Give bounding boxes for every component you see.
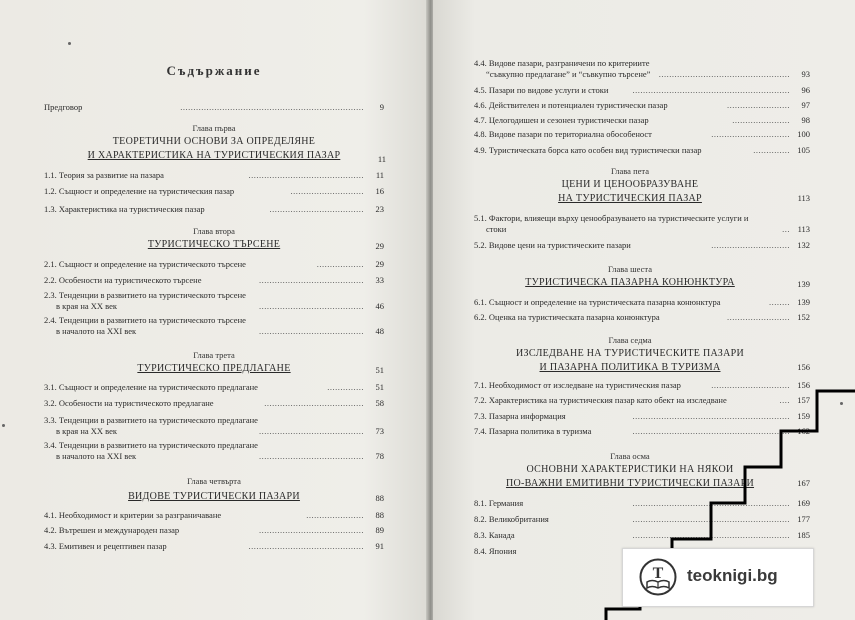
toc-entry-continuation	[56, 451, 136, 461]
toc-entry-page: 51	[375, 382, 384, 392]
chapter-heading-page: 156	[797, 362, 810, 372]
chapter-heading-line: ТЕОРЕТИЧНИ ОСНОВИ ЗА ОПРЕДЕЛЯНЕ	[112, 136, 316, 147]
toc-entry-page: 91	[375, 541, 384, 551]
dot-leader: ..............	[753, 145, 790, 155]
toc-entry-label: 5.1. Фактори, влияещи върху ценообразуването на туристическите услуги и	[474, 213, 749, 223]
toc-entry-page: 97	[801, 100, 810, 110]
dot-leader: ............................................	[248, 170, 364, 180]
dot-leader: ........................	[727, 100, 790, 110]
toc-entry-label: 4.9. Туристическата борса като особен вид туристически пазар	[474, 145, 702, 155]
toc-entry-page: 105	[797, 145, 810, 155]
toc-entry-page: 93	[801, 69, 810, 79]
dot-leader: ..............................	[711, 240, 790, 250]
toc-entry-page: 157	[797, 395, 810, 405]
toc-entry-label: 2.4. Тенденции в развитието на туристическото търсене	[44, 315, 246, 325]
toc-entry-label: 4.2. Вътрешен и международен пазар	[44, 525, 180, 535]
dot-leader: ........................................	[259, 426, 364, 436]
toc-entry[interactable]	[44, 415, 384, 425]
scan-speck	[840, 402, 843, 405]
toc-entry-label: 3.1. Същност и определение на туристическото предлагане	[44, 382, 258, 392]
dot-leader: ..............	[327, 382, 364, 392]
chapter-heading-line: И ХАРАКТЕРИСТИКА НА ТУРИСТИЧЕСКИЯ ПАЗАР	[87, 150, 341, 161]
toc-entry-label: 4.4. Видове пазари, разграничени по критериите	[474, 58, 650, 68]
chapter-heading-page: 11	[377, 154, 386, 164]
toc-entry-label: 6.1. Същност и определение на туристическата пазарна конюнктура	[474, 297, 721, 307]
toc-entry-label: 1.2. Същност и определение на туристическия пазар	[44, 186, 235, 196]
dot-leader: ...	[782, 224, 790, 234]
toc-entry-page: 100	[797, 129, 810, 139]
dot-leader: ........	[769, 297, 790, 307]
chapter-heading-page: 51	[375, 365, 384, 375]
toc-entry-label: 1.1. Теория за развитие на пазара	[44, 170, 164, 180]
dot-leader: ......................................................................	[180, 102, 364, 112]
chapter-label: Глава четвърта	[187, 476, 241, 486]
dot-leader: ..................................................	[658, 69, 790, 79]
toc-entry-label: 1.3. Характеристика на туристическия пазар	[44, 204, 205, 214]
dot-leader: ........................................	[259, 451, 364, 461]
toc-entry-label: 7.1. Необходимост от изследване на туристическия пазар	[474, 380, 681, 390]
dot-leader: ..................	[316, 259, 364, 269]
dot-leader: ........................................	[259, 525, 364, 535]
toc-entry-page: 152	[797, 312, 810, 322]
toc-entry-label-2: “съвкупно предлагане” и “съвкупно търсене”	[486, 69, 651, 79]
chapter-heading-page: 139	[797, 279, 810, 289]
toc-entry[interactable]	[44, 440, 384, 450]
toc-entry-continuation	[486, 224, 506, 234]
toc-entry-page: 159	[797, 411, 810, 421]
chapter-label: Глава пета	[610, 166, 649, 176]
dot-leader: ......................................	[264, 398, 364, 408]
toc-entry-label: 4.1. Необходимост и критерии за разграничаване	[44, 510, 222, 520]
toc-entry-label: 3.3. Тенденции в развитието на туристическото предлагане	[44, 415, 258, 425]
toc-entry-label: 2.1. Същност и определение на туристическото търсене	[44, 259, 246, 269]
toc-entry-label: 2.3. Тенденции в развитието на туристическото търсене	[44, 290, 246, 300]
toc-entry[interactable]	[474, 58, 810, 68]
toc-entry-label: 6.2. Оценка на туристическата пазарна конюнктура	[474, 312, 660, 322]
dot-leader: ............................................................	[632, 85, 790, 95]
toc-entry-page: 132	[797, 240, 810, 250]
toc-entry-label: 4.8. Видове пазари по териториална обособеност	[474, 129, 652, 139]
dot-leader: ..............................	[711, 380, 790, 390]
toc-entry-page: 58	[375, 398, 384, 408]
toc-entry-page: 29	[375, 259, 384, 269]
toc-entry-page: 177	[797, 514, 810, 524]
toc-entry-page: 16	[375, 186, 384, 196]
toc-entry-page: 11	[375, 170, 384, 180]
dot-leader: ........................	[727, 312, 790, 322]
chapter-heading-page: 113	[797, 193, 810, 203]
toc-entry-page: 73	[375, 426, 384, 436]
book-logo-icon	[639, 558, 677, 596]
toc-entry-label: 4.7. Целогодишен и сезонен туристически пазар	[474, 115, 649, 125]
toc-entry-label: 8.1. Германия	[474, 498, 524, 508]
toc-entry-page: 48	[375, 326, 384, 336]
toc-entry[interactable]	[44, 315, 384, 325]
toc-entry-label: 4.5. Пазари по видове услуги и стоки	[474, 85, 609, 95]
toc-entry-page: 46	[375, 301, 384, 311]
chapter-heading-line: ЦЕНИ И ЦЕНООБРАЗУВАНЕ	[561, 179, 699, 190]
chapter-heading-page: 29	[375, 241, 384, 251]
toc-entry-page: 169	[797, 498, 810, 508]
chapter-heading-line: НА ТУРИСТИЧЕСКИЯ ПАЗАР	[558, 193, 702, 204]
toc-entry-continuation	[56, 301, 117, 311]
chapter-heading-line: ВИДОВЕ ТУРИСТИЧЕСКИ ПАЗАРИ	[128, 491, 300, 502]
toc-entry-label: Предговор	[44, 102, 83, 112]
logo-letter: T	[652, 565, 664, 582]
toc-entry-page: 33	[375, 275, 384, 285]
toc-entry-label: 3.4. Тенденции в развитието на туристическото предлагане	[44, 440, 258, 450]
watermark-logo[interactable]	[622, 548, 814, 607]
dot-leader: ............................................................	[632, 498, 790, 508]
toc-entry-page: 98	[801, 115, 810, 125]
toc-entry[interactable]	[474, 213, 810, 223]
scan-speck	[2, 424, 5, 427]
toc-title: Съдържание	[166, 63, 262, 78]
chapter-label: Глава втора	[193, 226, 235, 236]
toc-entry-page: 78	[375, 451, 384, 461]
toc-entry-continuation	[56, 326, 136, 336]
toc-entry-label: 7.3. Пазарна информация	[474, 411, 566, 421]
toc-entry-label: 4.6. Действителен и потенциален туристически пазар	[474, 100, 668, 110]
toc-entry-page: 89	[375, 525, 384, 535]
dot-leader: ............................................................	[632, 530, 790, 540]
chapter-label: Глава първа	[192, 123, 236, 133]
toc-entry-page: 96	[801, 85, 810, 95]
toc-entry-label-2: в началото на XXI век	[56, 326, 137, 336]
dot-leader: ........................................	[259, 275, 364, 285]
chapter-heading-line: ПО-ВАЖНИ ЕМИТИВНИ ТУРИСТИЧЕСКИ ПАЗАРИ	[505, 478, 755, 489]
chapter-label: Глава шеста	[608, 264, 652, 274]
toc-entry-label: 4.3. Емитивен и рецептивен пазар	[44, 541, 167, 551]
dot-leader: ......................	[306, 510, 364, 520]
toc-entry-label: 7.2. Характеристика на туристическия пазар като обект на изследване	[474, 395, 727, 405]
dot-leader: ............................................	[248, 541, 364, 551]
dot-leader: ....	[779, 395, 790, 405]
toc-entry[interactable]	[474, 297, 810, 307]
chapter-heading-line: ТУРИСТИЧЕСКО ТЪРСЕНЕ	[147, 239, 281, 250]
chapter-label: Глава седма	[608, 335, 652, 345]
toc-entry-label-2: в края на XX век	[56, 426, 118, 436]
toc-entry-label-2: в края на XX век	[56, 301, 118, 311]
toc-entry-continuation	[56, 426, 117, 436]
toc-entry-page: 88	[375, 510, 384, 520]
chapter-heading-line: И ПАЗАРНА ПОЛИТИКА В ТУРИЗМА	[539, 362, 721, 373]
scan-speck	[68, 42, 71, 45]
chapter-heading-line: ИЗСЛЕДВАНЕ НА ТУРИСТИЧЕСКИТЕ ПАЗАРИ	[516, 348, 744, 359]
toc-entry-page: 162	[797, 426, 810, 436]
toc-entry-page: 185	[797, 530, 810, 540]
dot-leader: ............................	[290, 186, 364, 196]
toc-entry-page: 156	[797, 380, 810, 390]
toc-entry-page: 9	[379, 102, 384, 112]
dot-leader: ......................	[732, 115, 790, 125]
chapter-label: Глава осма	[610, 451, 650, 461]
chapter-heading-page: 88	[375, 493, 384, 503]
toc-entry-label-2: в началото на XXI век	[56, 451, 137, 461]
toc-entry-label: 7.4. Пазарна политика в туризма	[474, 426, 592, 436]
toc-entry-label: 2.2. Особености на туристическото търсене	[44, 275, 202, 285]
dot-leader: ............................................................	[632, 411, 790, 421]
dot-leader: ....................................	[269, 204, 364, 214]
toc-entry-continuation	[486, 69, 650, 79]
toc-entry-label: 8.4. Япония	[474, 546, 517, 556]
dot-leader: ..............................	[711, 129, 790, 139]
toc-entry-label: 5.2. Видове цени на туристическите пазари	[474, 240, 631, 250]
toc-entry-page: 113	[797, 224, 810, 234]
dot-leader: ............................................................	[632, 426, 790, 436]
toc-entry-label: 8.2. Великобритания	[474, 514, 549, 524]
toc-entry-label: 3.2. Особености на туристическото предлагане	[44, 398, 214, 408]
dot-leader: ............................................................	[632, 514, 790, 524]
chapter-heading-line: ТУРИСТИЧЕСКО ПРЕДЛАГАНЕ	[137, 363, 291, 374]
dot-leader: ........................................	[259, 301, 364, 311]
toc-entry-page: 139	[797, 297, 810, 307]
toc-entry-page: 23	[375, 204, 384, 214]
chapter-label: Глава трета	[193, 350, 235, 360]
toc-entry[interactable]	[44, 290, 384, 300]
toc-entry-label-2: стоки	[486, 224, 507, 234]
dot-leader: ........................................	[259, 326, 364, 336]
watermark-site: teoknigi.bg	[687, 566, 778, 585]
chapter-heading-line: ТУРИСТИЧЕСКА ПАЗАРНА КОНЮНКТУРА	[525, 277, 735, 288]
toc-entry-label: 8.3. Канада	[474, 530, 515, 540]
chapter-heading-line: ОСНОВНИ ХАРАКТЕРИСТИКИ НА НЯКОИ	[526, 464, 734, 475]
chapter-heading-page: 167	[797, 478, 810, 488]
